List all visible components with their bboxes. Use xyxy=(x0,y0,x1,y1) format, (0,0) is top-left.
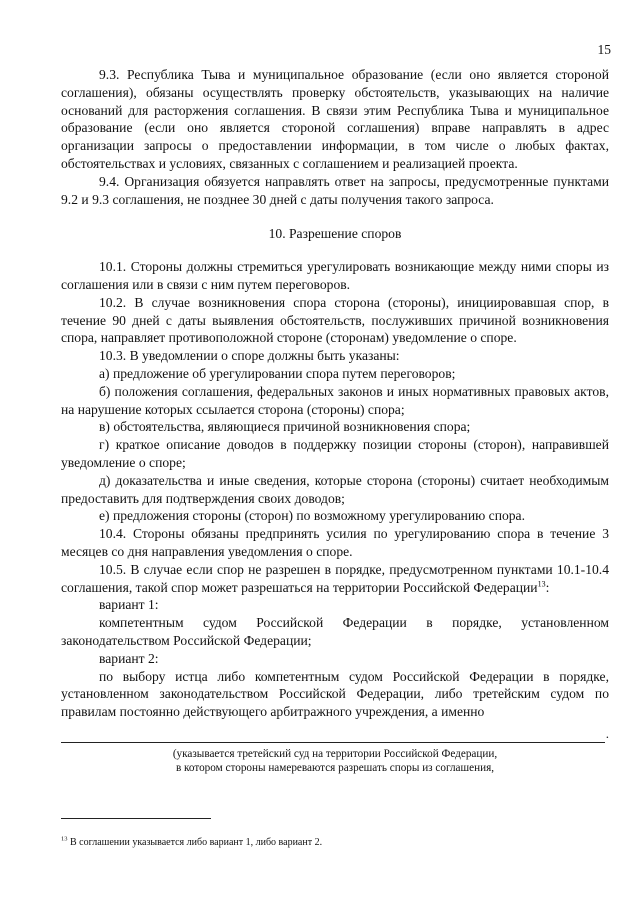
list-item-e: е) предложения стороны (сторон) по возможному урегулированию спора. xyxy=(99,508,525,524)
document-body xyxy=(61,66,609,776)
variant-1-text: компетентным судом Российской Федерации в порядке, установленном законодательством Российской Федерации; xyxy=(61,615,609,648)
blank-underline xyxy=(61,738,605,743)
footnote xyxy=(61,837,322,848)
list-item-a: а) предложение об урегулировании спора путем переговоров; xyxy=(99,365,456,381)
blank-caption xyxy=(61,747,609,776)
list-item-b: б) положения соглашения, федеральных законов и иных нормативных правовых актов, на нарушение которых ссылается сторона (стороны) спора; xyxy=(61,383,609,417)
paragraph-10-2: 10.2. В случае возникновения спора сторона (стороны), инициировавшая спор, в течение 90 дней с даты выявления обстоятельств, послуживших причиной возникновения спора, направляет противоположной стороне (сторонам) уведомление о споре. xyxy=(61,294,609,346)
blank-line-end: . xyxy=(605,725,609,741)
footnote-text: В соглашении указывается либо вариант 1, либо вариант 2. xyxy=(67,837,323,848)
paragraph-10-4: 10.4. Стороны обязаны предпринять усилия по урегулированию спора в течение 3 месяцев со дня направления уведомления о споре. xyxy=(61,526,609,559)
footnote-number: 13 xyxy=(61,835,68,843)
paragraph-10-5-suffix: : xyxy=(545,579,550,595)
list-item-v: в) обстоятельства, являющиеся причиной возникновения спора; xyxy=(99,419,471,435)
fill-in-line xyxy=(61,725,609,743)
paragraph-9-4: 9.4. Организация обязуется направлять ответ на запросы, предусмотренные пунктами 9.2 и 9.3 соглашения, не позднее 30 дней с даты получения такого запроса. xyxy=(61,173,609,207)
paragraph-9-3: 9.3. Республика Тыва и муниципальное образование (если оно является стороной соглашения), обязаны осуществлять проверку обстоятельств, указывающих на наличие оснований для расторжения соглашения. В связи этим Республика Тыва и муниципальное образование (если оно является стороной соглашения) вправе направлять в адрес организации запросы о предоставлении информации, в том числе о любых фактах, обстоятельствах и условиях, связанных с соглашением и реализацией проекта. xyxy=(61,67,609,171)
variant-1-label: вариант 1: xyxy=(99,597,159,613)
variant-2-label: вариант 2: xyxy=(99,650,159,666)
paragraph-10-5-text: 10.5. В случае если спор не разрешен в порядке, предусмотренном пунктами 10.1-10.4 соглашения, такой спор может разрешаться на территории Российской Федерации xyxy=(61,561,609,595)
page-number: 15 xyxy=(597,42,611,57)
list-item-d: д) доказательства и иные сведения, которые сторона (стороны) считает необходимым предоставить для подтверждения своих доводов; xyxy=(61,472,609,506)
footnote-divider xyxy=(61,818,211,819)
footnote-reference[interactable]: 13 xyxy=(537,578,546,588)
paragraph-10-5 xyxy=(61,561,609,597)
list-item-g: г) краткое описание доводов в поддержку позиции стороны (сторон), направившей уведомление о споре; xyxy=(61,437,609,470)
caption-line: (указывается третейский суд на территории Российской Федерации, xyxy=(172,747,498,760)
section-heading: 10. Разрешение споров xyxy=(268,226,402,242)
caption-line: в котором стороны намереваются разрешать споры из соглашения, xyxy=(175,762,495,775)
variant-2-text: по выбору истца либо компетентным судом Российской Федерации в порядке, установленном законодательством Российской Федерации, либо третейским судом по правилам постоянно действующего арбитражного учреждения, а именно xyxy=(61,668,609,720)
paragraph-10-1: 10.1. Стороны должны стремиться урегулировать возникающие между ними споры из соглашения или в связи с ним путем переговоров. xyxy=(61,259,609,292)
paragraph-10-3: 10.3. В уведомлении о споре должны быть указаны: xyxy=(99,348,400,364)
